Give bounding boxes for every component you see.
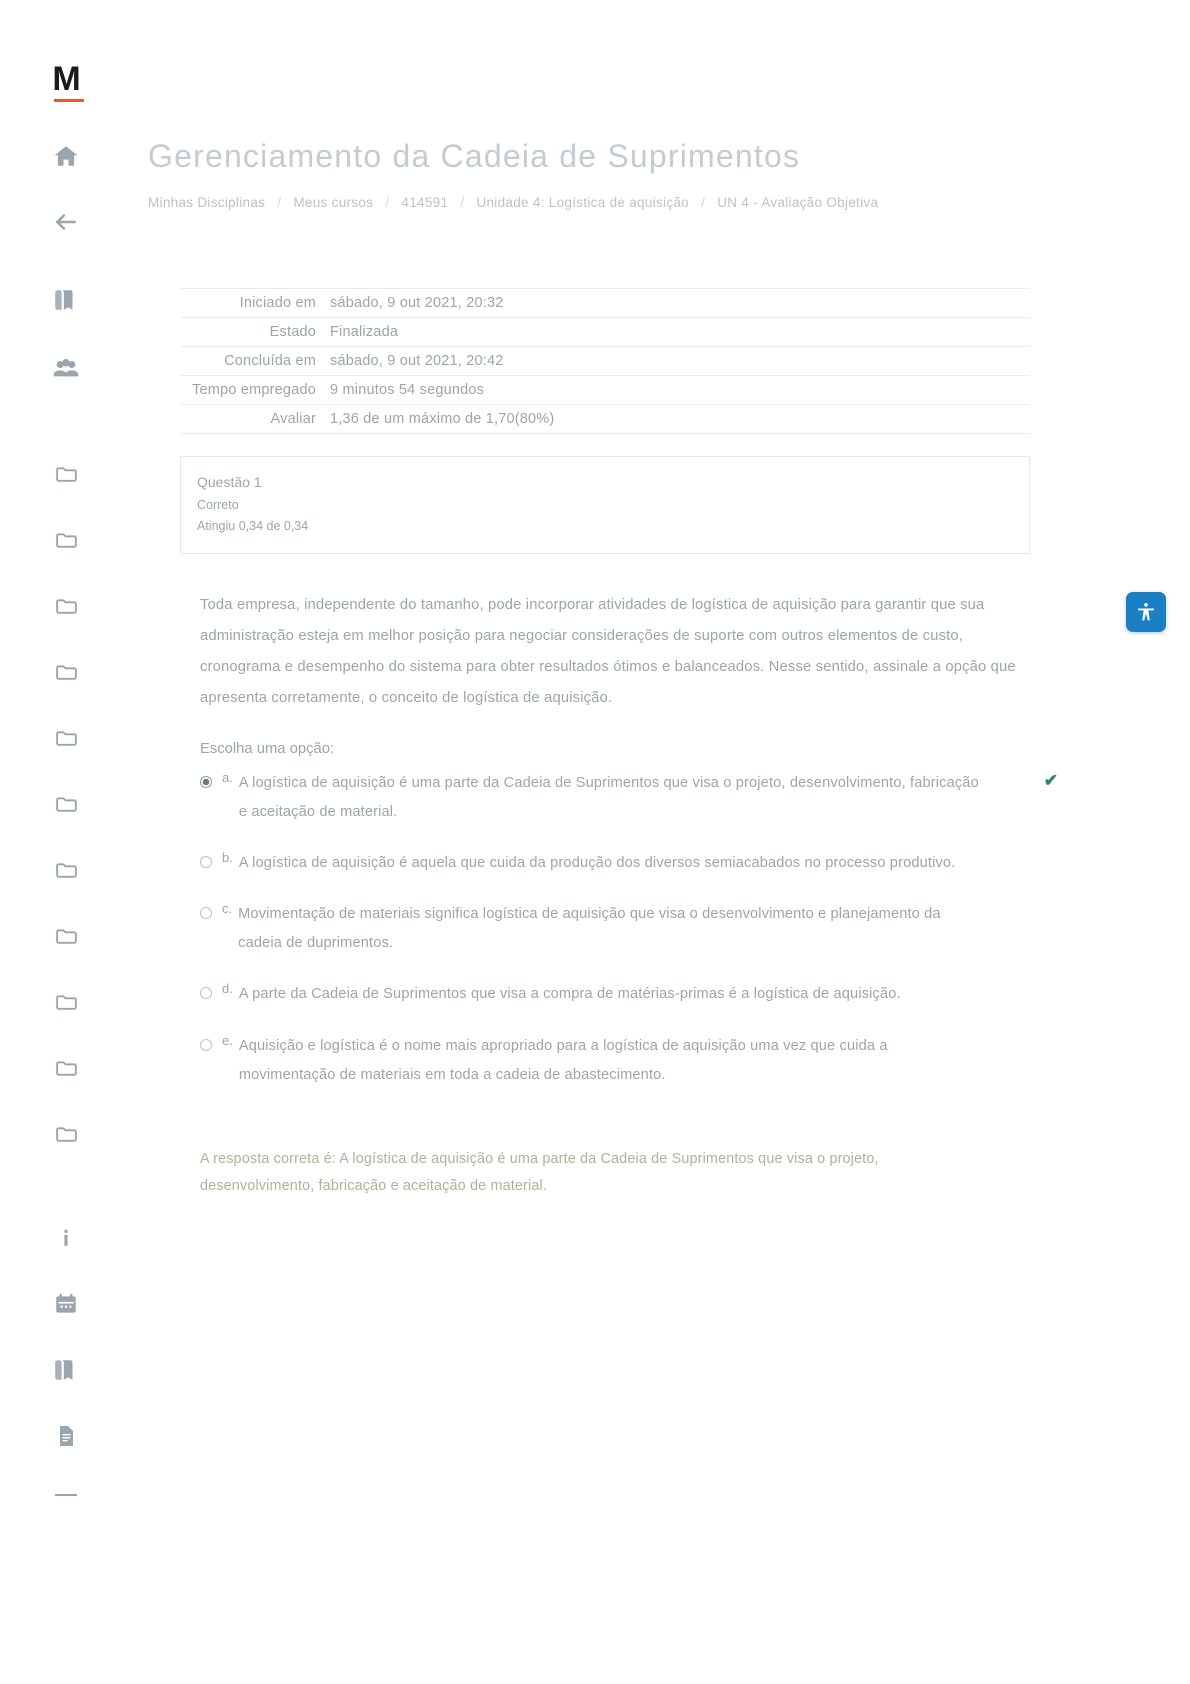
folder-icon[interactable] bbox=[44, 914, 88, 958]
users-icon[interactable] bbox=[44, 346, 88, 390]
breadcrumb-separator: / bbox=[701, 195, 706, 210]
question-stem: Toda empresa, independente do tamanho, pode incorporar atividades de logística de aquisição para garantir que sua administração esteja em melhor posição para negociar considerações de suporte com outros elementos de custo, cronograma e desempenho do sistema para obter resultados ótimos e balanceados. Nesse sentido, assinale a opção que apresenta corretamente, o conceito de logística de aquisição. bbox=[200, 597, 1016, 707]
page-title: Gerenciamento da Cadeia de Suprimentos bbox=[148, 138, 801, 174]
folder-icon[interactable] bbox=[44, 650, 88, 694]
folder-icon[interactable] bbox=[44, 848, 88, 892]
folder-icon[interactable] bbox=[44, 782, 88, 826]
question-body bbox=[200, 590, 1058, 1199]
radio-button-a[interactable] bbox=[200, 776, 212, 788]
choose-option-label: Escolha uma opção: bbox=[200, 740, 335, 757]
option-e[interactable] bbox=[200, 1032, 1020, 1090]
table-row bbox=[180, 347, 1030, 376]
summary-label: Iniciado em bbox=[239, 295, 316, 311]
table-row bbox=[180, 318, 1030, 347]
accessibility-icon[interactable] bbox=[1126, 592, 1166, 632]
folder-icon[interactable] bbox=[44, 518, 88, 562]
sidebar bbox=[0, 0, 132, 1684]
radio-button-d[interactable] bbox=[200, 987, 212, 999]
table-row bbox=[180, 376, 1030, 405]
summary-value: Finalizada bbox=[330, 324, 399, 340]
summary-label: Avaliar bbox=[270, 411, 316, 427]
question-grade: Atingiu 0,34 de 0,34 bbox=[197, 519, 309, 534]
options-list bbox=[200, 769, 1058, 1091]
question-info-box bbox=[180, 456, 1030, 554]
arrow-left-icon[interactable] bbox=[44, 200, 88, 244]
summary-label: Tempo empregado bbox=[192, 382, 316, 398]
option-text: Aquisição e logística é o nome mais apropriado para a logística de aquisição uma vez que cuida a movimentação de materiais em toda a cadeia de abastecimento. bbox=[238, 1037, 888, 1083]
breadcrumb-item-0[interactable]: Minhas Disciplinas bbox=[148, 195, 266, 210]
option-text: A logística de aquisição é aquela que cuida da produção dos diversos semiacabados no processo produtivo. bbox=[238, 854, 956, 871]
option-b[interactable] bbox=[200, 849, 1020, 878]
option-letter: a. bbox=[222, 769, 233, 785]
summary-value: 1,36 de um máximo de 1,70(80%) bbox=[330, 411, 555, 427]
attempt-summary-table bbox=[180, 288, 1030, 434]
breadcrumb-item-2[interactable]: 414591 bbox=[401, 195, 449, 210]
folder-icon[interactable] bbox=[44, 716, 88, 760]
summary-value: 9 minutos 54 segundos bbox=[330, 382, 485, 398]
file-icon[interactable] bbox=[44, 1414, 88, 1458]
summary-value: sábado, 9 out 2021, 20:32 bbox=[330, 295, 504, 311]
table-row bbox=[180, 405, 1030, 434]
option-letter: b. bbox=[222, 849, 233, 865]
radio-button-c[interactable] bbox=[200, 907, 212, 919]
collapse-divider bbox=[55, 1494, 77, 1496]
folder-icon[interactable] bbox=[44, 1046, 88, 1090]
breadcrumb-separator: / bbox=[460, 195, 465, 210]
sidebar-lower-list bbox=[44, 1216, 88, 1496]
book-icon[interactable] bbox=[44, 278, 88, 322]
radio-button-b[interactable] bbox=[200, 856, 212, 868]
breadcrumb-item-3[interactable]: Unidade 4: Logística de aquisição bbox=[476, 195, 689, 210]
sidebar-folder-list bbox=[44, 452, 88, 1178]
breadcrumb-separator: / bbox=[277, 195, 282, 210]
breadcrumb-item-1[interactable]: Meus cursos bbox=[293, 195, 374, 210]
main-content bbox=[132, 0, 1190, 1199]
home-icon[interactable] bbox=[44, 134, 88, 178]
summary-label: Estado bbox=[269, 324, 316, 340]
option-d[interactable] bbox=[200, 980, 1020, 1009]
breadcrumb bbox=[148, 195, 1130, 210]
correct-answer-feedback: A resposta correta é: A logística de aquisição é uma parte da Cadeia de Suprimentos que visa o projeto, desenvolvimento, fabricação e aceitação de material. bbox=[200, 1151, 879, 1194]
info-icon[interactable] bbox=[44, 1216, 88, 1260]
summary-value: sábado, 9 out 2021, 20:42 bbox=[330, 353, 504, 369]
folder-icon[interactable] bbox=[44, 452, 88, 496]
option-text: Movimentação de materiais significa logística de aquisição que visa o desenvolvimento e planejamento da cadeia de duprimentos. bbox=[238, 906, 941, 952]
option-letter: e. bbox=[222, 1032, 233, 1048]
option-c[interactable] bbox=[200, 900, 1020, 958]
radio-button-e[interactable] bbox=[200, 1039, 212, 1051]
book-icon[interactable] bbox=[44, 1348, 88, 1392]
option-a[interactable] bbox=[200, 769, 1058, 827]
option-letter: d. bbox=[222, 981, 233, 997]
summary-label: Concluída em bbox=[224, 353, 316, 369]
option-text: A parte da Cadeia de Suprimentos que visa a compra de matérias-primas é a logística de aquisição. bbox=[238, 986, 901, 1003]
option-letter: c. bbox=[222, 901, 233, 917]
correct-check-icon: ✔ bbox=[1043, 770, 1058, 790]
folder-icon[interactable] bbox=[44, 980, 88, 1024]
table-row bbox=[180, 289, 1030, 318]
breadcrumb-separator: / bbox=[385, 195, 390, 210]
folder-icon[interactable] bbox=[44, 584, 88, 628]
option-text: A logística de aquisição é uma parte da Cadeia de Suprimentos que visa o projeto, desenvolvimento, fabricação e aceitação de material. bbox=[238, 774, 979, 820]
question-number: Questão 1 bbox=[197, 474, 262, 490]
breadcrumb-item-4[interactable]: UN 4 - Avaliação Objetiva bbox=[717, 195, 879, 210]
brand-logo[interactable]: M bbox=[52, 60, 80, 98]
folder-icon[interactable] bbox=[44, 1112, 88, 1156]
question-state: Correto bbox=[197, 497, 239, 512]
calendar-icon[interactable] bbox=[44, 1282, 88, 1326]
